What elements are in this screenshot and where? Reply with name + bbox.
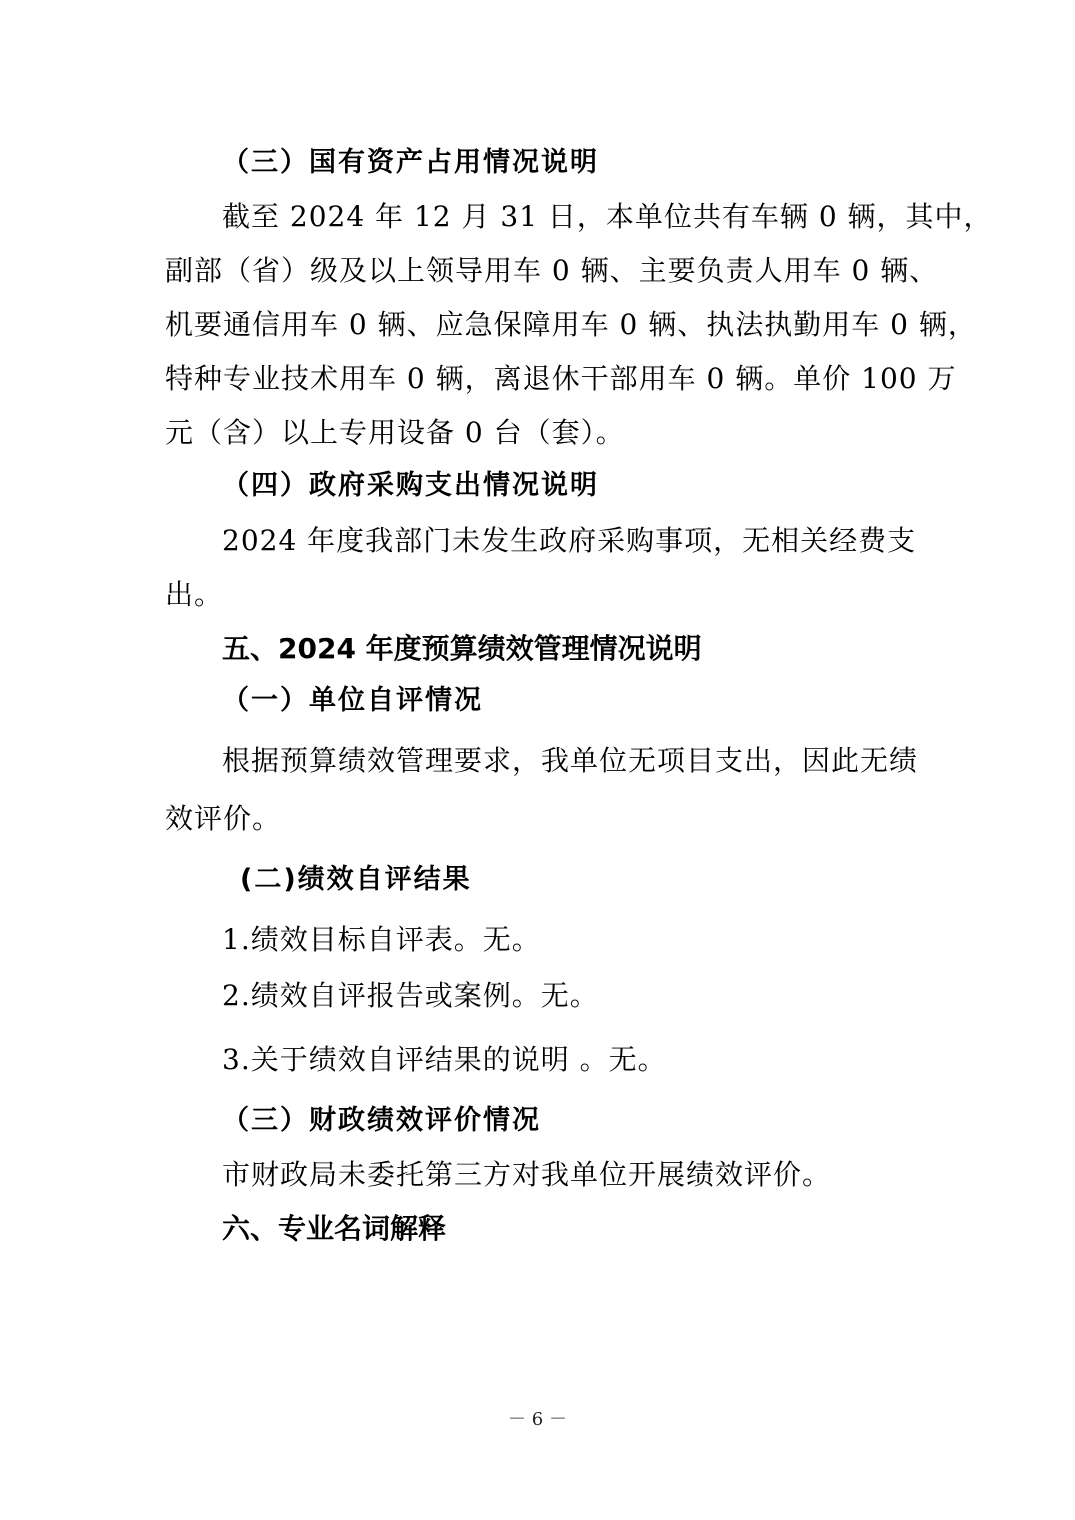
body-line: 根据预算绩效管理要求，我单位无项目支出，因此无绩 [222,744,919,777]
section-title-state-assets: （三）国有资产占用情况说明 [222,147,599,178]
body-line: 机要通信用车 0 辆、应急保障用车 0 辆、执法执勤用车 0 辆， [165,308,977,341]
subsection-title-self-eval-results: (二)绩效自评结果 [240,864,472,895]
list-item: 2.绩效自评报告或案例。无。 [222,979,599,1012]
section-title-procurement: （四）政府采购支出情况说明 [222,470,599,501]
subsection-title-self-eval: （一）单位自评情况 [222,685,483,716]
section-heading-glossary: 六、专业名词解释 [222,1212,447,1245]
subsection-title-fiscal-eval: （三）财政绩效评价情况 [222,1105,541,1136]
section-heading-performance: 五、2024 年度预算绩效管理情况说明 [222,632,702,665]
body-line: 效评价。 [165,802,282,835]
body-line: 副部（省）级及以上领导用车 0 辆、主要负责人用车 0 辆、 [165,254,939,287]
page-number: － 6 － [508,1409,567,1430]
body-line: 出。 [165,578,224,611]
body-line: 元（含）以上专用设备 0 台（套）。 [165,416,625,449]
body-line: 市财政局未委托第三方对我单位开展绩效评价。 [222,1158,832,1191]
body-line: 截至 2024 年 12 月 31 日，本单位共有车辆 0 辆，其中， [222,200,993,233]
body-line: 2024 年度我部门未发生政府采购事项，无相关经费支 [222,524,917,557]
list-item: 1.绩效目标自评表。无。 [222,923,541,956]
body-line: 特种专业技术用车 0 辆，离退休干部用车 0 辆。单价 100 万 [165,362,957,395]
list-item: 3.关于绩效自评结果的说明 。无。 [222,1043,667,1076]
